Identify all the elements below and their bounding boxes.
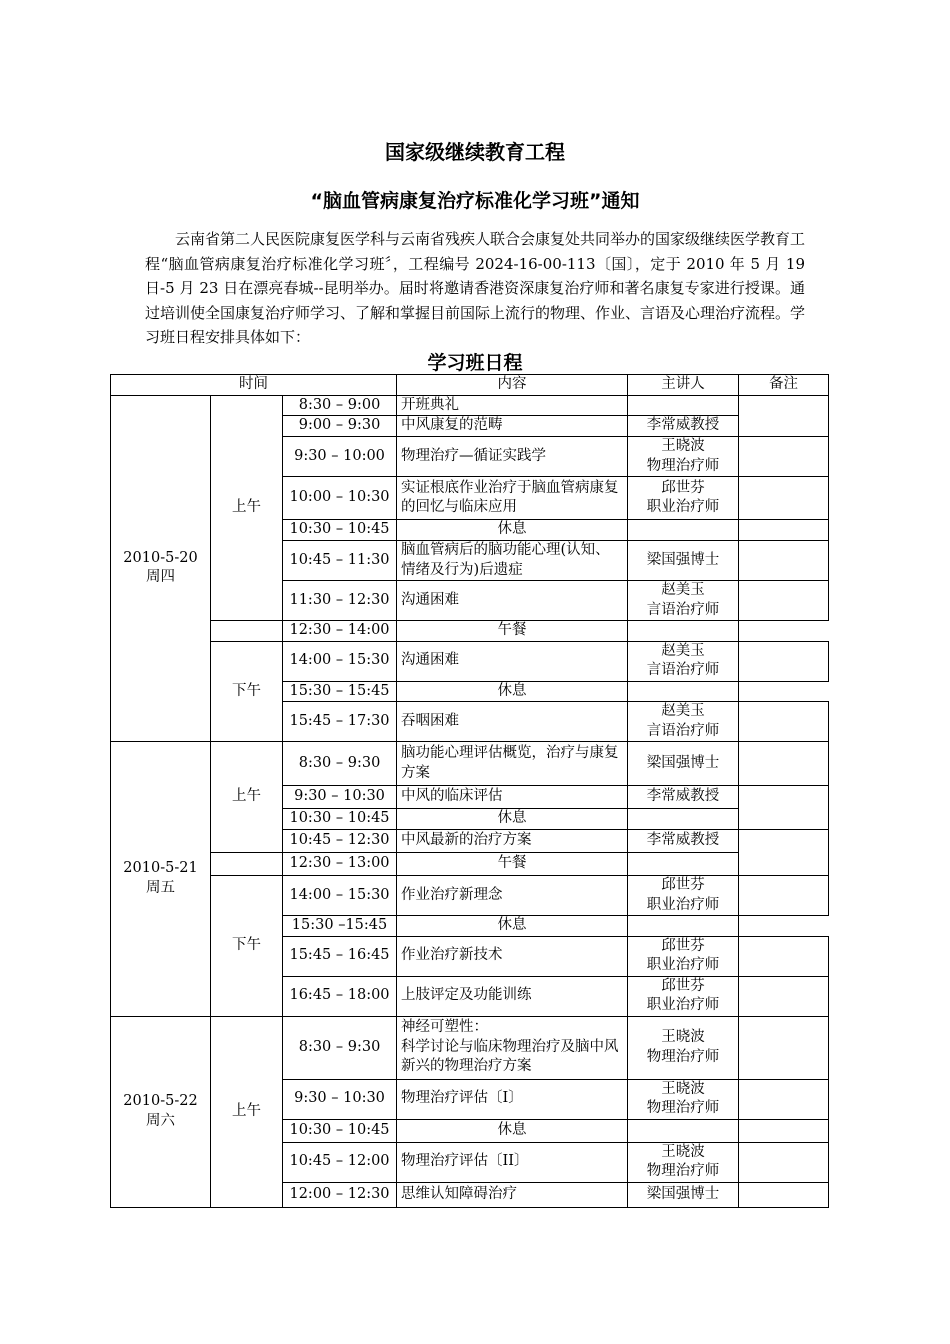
- content-cell: 沟通困难: [397, 581, 628, 621]
- speaker-cell: 王晓波 物理治疗师: [628, 437, 739, 477]
- speaker-cell: 梁国强博士: [628, 742, 739, 786]
- time-cell: 15:30 –15:45: [283, 916, 397, 937]
- time-cell: 10:00 – 10:30: [283, 477, 397, 520]
- speaker-cell: [628, 395, 739, 416]
- content-cell: 作业治疗新理念: [397, 876, 628, 916]
- content-cell: 午餐: [397, 853, 628, 876]
- speaker-cell: [628, 520, 739, 541]
- note-cell: [739, 437, 829, 477]
- time-cell: 16:45 – 18:00: [283, 976, 397, 1016]
- notice-title: “脑血管病康复治疗标准化学习班”通知: [310, 190, 640, 212]
- table-row: [111, 853, 829, 876]
- table-row: [111, 395, 829, 416]
- note-cell: [739, 641, 829, 681]
- day-cell: [111, 395, 211, 742]
- content-cell: 作业治疗新技术: [397, 936, 628, 976]
- speaker-cell: 李常威教授: [628, 786, 739, 809]
- time-cell: 9:30 – 10:30: [283, 1079, 397, 1119]
- date-label: 2010-5-22: [123, 1093, 198, 1109]
- note-cell: [739, 1016, 829, 1079]
- weekday-label: 周六: [146, 1112, 175, 1129]
- content-cell: 上肢评定及功能训练: [397, 976, 628, 1016]
- speaker-cell: [628, 916, 739, 937]
- note-cell: [739, 786, 829, 830]
- speaker-cell: [628, 621, 739, 642]
- time-cell: 10:30 – 10:45: [283, 520, 397, 541]
- table-row: [111, 742, 829, 786]
- table-row: [111, 641, 829, 681]
- time-cell: 12:30 – 14:00: [283, 621, 397, 642]
- note-cell: [739, 876, 829, 916]
- content-cell: 休息: [397, 520, 628, 541]
- time-cell: 9:30 – 10:30: [283, 786, 397, 809]
- speaker-cell: 赵美玉 言语治疗师: [628, 641, 739, 681]
- speaker-cell: 梁国强博士: [628, 541, 739, 581]
- speaker-cell: [628, 1119, 739, 1142]
- time-cell: 15:30 – 15:45: [283, 681, 397, 702]
- time-cell: 12:30 – 13:00: [283, 853, 397, 876]
- content-cell: 休息: [397, 916, 628, 937]
- speaker-cell: 李常威教授: [628, 416, 739, 437]
- speaker-cell: 赵美玉 言语治疗师: [628, 581, 739, 621]
- period-cell: 上午: [211, 742, 283, 853]
- speaker-cell: 梁国强博士: [628, 1182, 739, 1207]
- time-cell: 10:30 – 10:45: [283, 809, 397, 830]
- content-cell: 中风最新的治疗方案: [397, 830, 628, 853]
- note-cell: [739, 936, 829, 976]
- content-cell: 中风康复的范畴: [397, 416, 628, 437]
- note-cell: [739, 395, 829, 437]
- speaker-cell: 赵美玉 言语治疗师: [628, 702, 739, 742]
- note-cell: [739, 520, 829, 541]
- content-cell: 神经可塑性： 科学讨论与临床物理治疗及脑中风新兴的物理治疗方案: [397, 1016, 628, 1079]
- content-cell: 脑功能心理评估概览，治疗与康复方案: [397, 742, 628, 786]
- time-cell: 8:30 – 9:00: [283, 395, 397, 416]
- speaker-cell: [628, 681, 739, 702]
- period-cell: 下午: [211, 641, 283, 742]
- schedule-title: 学习班日程: [427, 352, 523, 374]
- content-cell: 物理治疗评估〔II〕: [397, 1142, 628, 1182]
- date-label: 2010-5-21: [123, 860, 198, 877]
- content-cell: 吞咽困难: [397, 702, 628, 742]
- content-cell: 休息: [397, 1119, 628, 1142]
- speaker-cell: [628, 853, 739, 876]
- day-cell: [111, 742, 211, 1017]
- time-cell: 11:30 – 12:30: [283, 581, 397, 621]
- period-cell-empty: [211, 853, 283, 876]
- table-row: [111, 1016, 829, 1079]
- schedule-body: [111, 375, 829, 1208]
- period-cell-empty: [211, 621, 283, 642]
- content-cell: 休息: [397, 681, 628, 702]
- content-header: 内容: [397, 375, 628, 396]
- content-cell: 物理治疗评估〔I〕: [397, 1079, 628, 1119]
- note-cell: [739, 1142, 829, 1182]
- content-cell: 实证根底作业治疗于脑血管病康复的回忆与临床应用: [397, 477, 628, 520]
- period-cell: 上午: [211, 395, 283, 621]
- speaker-header: 主讲人: [628, 375, 739, 396]
- note-cell: [739, 830, 829, 876]
- content-cell: 脑血管病后的脑功能心理(认知、情绪及行为)后遗症: [397, 541, 628, 581]
- table-header-row: [111, 375, 829, 396]
- time-cell: 14:00 – 15:30: [283, 876, 397, 916]
- time-cell: 10:30 – 10:45: [283, 1119, 397, 1142]
- content-cell: 中风的临床评估: [397, 786, 628, 809]
- speaker-cell: 王晓波 物理治疗师: [628, 1079, 739, 1119]
- day-cell: [111, 1016, 211, 1207]
- speaker-cell: 邱世芬 职业治疗师: [628, 876, 739, 916]
- date-label: 2010-5-20: [123, 549, 198, 566]
- time-cell: 8:30 – 9:30: [283, 1016, 397, 1079]
- speaker-cell: [628, 809, 739, 830]
- intro-paragraph: 云南省第二人民医院康复医学科与云南省残疾人联合会康复处共同举办的国家级继续医学教育工程“脑血管病康复治疗标准化学习班〞，工程编号 2024-16-00-113〔国〕，定于 2010 年 5 月 19 日-5 月 23 日在漂亮春城--昆明举办。届时将邀请香港资深康复治疗师和著名康复专家进行授课。通过培训使全国康复治疗师学习、了解和掌握目前国际上流行的物理、作业、言语及心理治疗流程。学习班日程安排具体如下：: [145, 230, 806, 346]
- content-cell: 物理治疗—循证实践学: [397, 437, 628, 477]
- period-cell: 上午: [211, 1016, 283, 1207]
- time-cell: 9:00 – 9:30: [283, 416, 397, 437]
- speaker-cell: 王晓波 物理治疗师: [628, 1142, 739, 1182]
- time-cell: 10:45 – 12:30: [283, 830, 397, 853]
- time-cell: 15:45 – 17:30: [283, 702, 397, 742]
- note-cell: [739, 742, 829, 786]
- note-cell: [739, 581, 829, 621]
- time-cell: 12:00 – 12:30: [283, 1182, 397, 1207]
- speaker-cell: 邱世芬 职业治疗师: [628, 976, 739, 1016]
- note-header: 备注: [739, 375, 829, 396]
- table-row: [111, 876, 829, 916]
- note-cell: [739, 541, 829, 581]
- content-cell: 开班典礼: [397, 395, 628, 416]
- note-cell: [739, 702, 829, 742]
- note-cell: [739, 1182, 829, 1207]
- time-cell: 10:45 – 11:30: [283, 541, 397, 581]
- time-cell: 8:30 – 9:30: [283, 742, 397, 786]
- speaker-cell: 邱世芬 职业治疗师: [628, 477, 739, 520]
- weekday-label: 周四: [146, 569, 175, 586]
- note-cell: [739, 1119, 829, 1142]
- table-row: [111, 621, 829, 642]
- time-cell: 15:45 – 16:45: [283, 936, 397, 976]
- page-title: 国家级继续教育工程: [385, 140, 565, 164]
- content-cell: 午餐: [397, 621, 628, 642]
- weekday-label: 周五: [146, 879, 175, 896]
- content-cell: 沟通困难: [397, 641, 628, 681]
- content-cell: 休息: [397, 809, 628, 830]
- time-header: 时间: [111, 375, 397, 396]
- speaker-cell: 李常威教授: [628, 830, 739, 853]
- period-cell: 下午: [211, 876, 283, 1017]
- note-cell: [739, 1079, 829, 1119]
- time-cell: 9:30 – 10:00: [283, 437, 397, 477]
- content-cell: 思维认知障碍治疗: [397, 1182, 628, 1207]
- time-cell: 10:45 – 12:00: [283, 1142, 397, 1182]
- note-cell: [739, 477, 829, 520]
- schedule-table: [110, 374, 829, 1208]
- speaker-cell: 邱世芬 职业治疗师: [628, 936, 739, 976]
- speaker-cell: 王晓波 物理治疗师: [628, 1016, 739, 1079]
- time-cell: 14:00 – 15:30: [283, 641, 397, 681]
- note-cell: [739, 976, 829, 1016]
